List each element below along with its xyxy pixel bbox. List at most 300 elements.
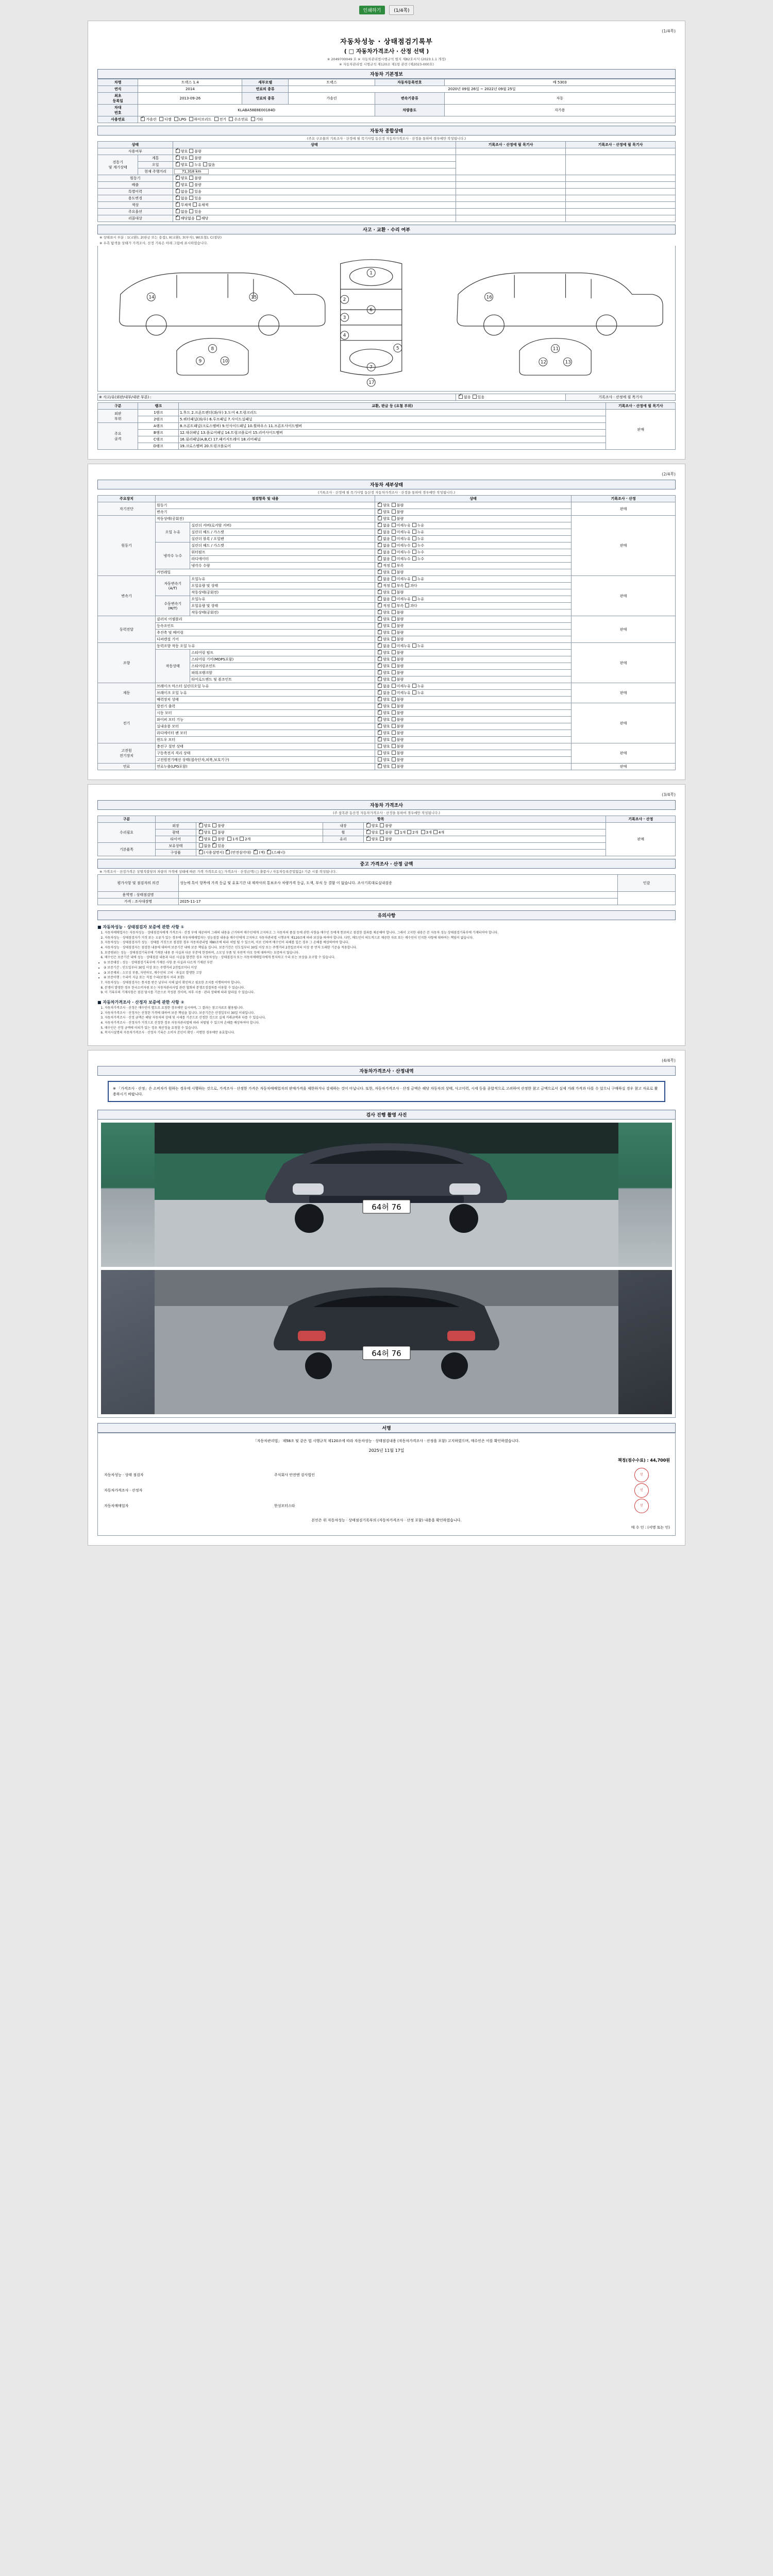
sign-footer-2: 매 수 인 : (서명 또는 인): [631, 1526, 670, 1530]
doc-subtitle: ( □ 자동차가격조사 · 산정 선택 ): [344, 48, 429, 55]
parts-group-0: 자기진단: [98, 502, 156, 516]
rank-txt-1: 1.후드 2.프론트펜더(좌/우) 3.도어 4.트렁크리드: [178, 410, 606, 416]
row-label-history: 특별이력: [98, 189, 173, 195]
sign-row-label-2: 용역명 : 상태점검명: [98, 892, 179, 899]
print-button[interactable]: 인쇄하기: [359, 6, 385, 14]
notice-item: 4. 자동차성능 · 상태점검자는 점검한 내용에 대하여 보증기간 내에 보증 책임을 집니다. 보증기간은 인도일부터 30일 이상 또는 주행거리 2천킬로미터 이상 중 먼저 도래한 기준을 적용합니다.: [105, 946, 676, 951]
parts-opts-1-1[interactable]: ✓ 없음 미세누유 누유: [375, 522, 572, 529]
notice-subitem: • ① 보증대상 : 성능 · 상태점검기록부에 기재된 사항 중 사실과 다르게 기재된 부분: [104, 961, 676, 965]
parts-group-4: 조향: [98, 643, 156, 683]
section-notice-title: 유의사항: [97, 910, 676, 920]
fee-value: 44,700원: [650, 1458, 670, 1463]
price-survey-note: ※ 「가격조사 · 산정」은 소비자가 원하는 경우에 시행하는 것으로, 가격조사 · 산정한 가격은 자동차매매업자의 판매가격을 제한하거나 강제하는 것이 아닙니다. 또한, 자동차가격조사 · 산정 금액은 해당 자동차의 상태, 사고이력, 시세 등을 종합적으로 고려하여 산정한 참고 금액으로서 실제 거래 가격과 다를 수 있으니 구매하실 경우 참고 자료로 활용하시기 바랍니다.: [108, 1081, 665, 1102]
row-note-hist-2: [565, 189, 675, 195]
opt-fuel-5[interactable]: 수소연료: [227, 117, 248, 122]
accident-rank-table: [97, 402, 676, 450]
svg-text:17: 17: [368, 380, 375, 386]
notice-list-2: [97, 1006, 676, 1036]
cell-first-reg: 2013-09-26: [138, 93, 242, 105]
blue-note-wrap: [97, 1076, 676, 1107]
parts-item-6-5: 윈도우 모터: [156, 737, 375, 743]
rank-lv-3: A랭크: [138, 423, 178, 430]
parts-opts-0-1[interactable]: ✓ 양호 불량: [375, 509, 572, 516]
sign-block: [97, 1433, 676, 1536]
price-item-2a: 타이어: [156, 836, 196, 843]
row-label-use: 사용여부: [98, 148, 173, 155]
cell-fuel-value: 가솔린: [288, 93, 375, 105]
sign-row-value-0: 성능에 특이 항목에 가격 등급 및 유효기간 내 제작사의 통보조사 차량가격 등급, 도색, 부식 등 결함 이 없습니다. 조사기록대로실내검증: [178, 875, 617, 892]
row-note-engine-1: [456, 155, 566, 175]
notice-heading-2: ■ 자동차가격조사 · 산정자 보증에 관한 사항 ②: [97, 999, 184, 1005]
parts-opts-7-0[interactable]: 양호 불량: [375, 743, 572, 750]
notice-item: 5. 매수인은 산정 금액에 이의가 있는 경우 재산정을 요청할 수 있습니다.: [105, 1026, 676, 1031]
notice-item: 6. 복지시설명의 자동차가격조사 · 산정자 기록은 소비자 본인이 확인 · 서명한 경우에만 유효합니다.: [105, 1031, 676, 1036]
notice-item: 9. 이 기록부의 기재사항은 점검 당시를 기준으로 작성된 것이며, 차후 사용 · 관리 상태에 따라 달라질 수 있습니다.: [105, 991, 676, 995]
parts-item-1-1: 실린더 커버(로커암 커버): [190, 522, 375, 529]
parts-item-0-1: 변속기: [156, 509, 375, 516]
parts-opts-4-1[interactable]: ✓ 양호 불량: [375, 650, 572, 656]
rank-lv-2: 2랭크: [138, 416, 178, 423]
rank-txt-3: 8.프론트패널(크로스멤버) 9.인사이드패널 10.휠하우스 11.프론트사이드멤버: [178, 423, 606, 430]
parts-item-2-5: 작동상태(공회전): [190, 609, 375, 616]
parts-opts-4-4[interactable]: ✓ 양호 불량: [375, 670, 572, 676]
sign-lines-table: [103, 1467, 670, 1514]
rank-sec-frame: 주요 골격: [98, 423, 138, 450]
parts-sub-mt: 수동변속기 (M/T): [156, 596, 190, 616]
row-note-color-1: [456, 202, 566, 209]
page-label-2: (2/4쪽): [662, 472, 676, 477]
sign-company-1: [273, 1483, 613, 1498]
parts-note-6: 판매: [572, 703, 676, 743]
parts-opts-4-5[interactable]: ✓ 양호 불량: [375, 676, 572, 683]
parts-opts-2-4[interactable]: ✓ 적정 부족 과다: [375, 603, 572, 609]
row-opts-usechange[interactable]: ✓ 없음 있음: [173, 195, 456, 202]
photo-page-title: 자동차가격조사 · 산정내역: [97, 1066, 676, 1076]
row-label-usechange: 용도변경: [98, 195, 173, 202]
parts-opts-1-3[interactable]: ✓ 없음 미세누유 누유: [375, 536, 572, 543]
parts-item-4-1: 스티어링 펌프: [190, 650, 375, 656]
notice-item: 3. 자동차가격조사 · 산정 금액은 해당 자동차의 상태 및 시세를 기준으로 산정한 것으로 실제 거래금액과 다를 수 있습니다.: [105, 1016, 676, 1021]
parts-item-1-8: 커먼레일: [156, 569, 375, 576]
price-opts-2b[interactable]: ✓ 양호 불량: [363, 836, 606, 843]
section-overall-note: (주요 구조물의 기록조사 · 산정에 필 목기사업 동산정 자동차가격조사 · 산정을 통하여 경우에만 작성됩니다.): [307, 137, 466, 141]
sign-company-2: 한성모터스타: [274, 1504, 295, 1509]
cell-trans-value: 자동: [444, 93, 675, 105]
notice-subitem: • ② 보증기간 : 인도일부터 30일 이상 또는 주행거리 2천킬로미터 이상: [104, 966, 676, 971]
svg-text:5: 5: [396, 346, 399, 351]
svg-text:8: 8: [211, 346, 214, 352]
rank-head-3: 기록조사 · 산정에 필 목기사: [606, 403, 676, 410]
price-item-1a: 광택: [156, 829, 196, 836]
price-head-0: 구분: [98, 816, 156, 823]
sign-stamp-slot: [617, 892, 675, 905]
sign-date: 2025년 11월 17일: [368, 1448, 405, 1453]
notice-item: 2. 자동차가격조사 · 산정자는 산정한 가격에 대하여 보증 책임을 집니다. 보증기간은 산정일부터 30일 이내입니다.: [105, 1011, 676, 1016]
price-opts-0a[interactable]: ✓ 양호 불량: [196, 823, 323, 829]
row-note-power-1: [456, 175, 566, 182]
row-label-recall: 리콜대상: [98, 215, 173, 222]
parts-item-2-2: 작동상태(공회전): [190, 589, 375, 596]
parts-head-2: 상태: [375, 496, 572, 502]
section-price-sign-title: 중고 가격조사 · 산정 금액: [97, 859, 676, 869]
price-sign-note: ※ 가격조사 · 산정가격은 상별적불당의 차량의 가격에 상태에 따른 가격 가격으로 (□ 가격조사 · 산정금액) □ 출품사 / 자동차등록증및없음) 기준 시불 작성됩니다.: [99, 870, 337, 874]
price-item-1b: 휠: [323, 829, 363, 836]
row-opts-exhaust[interactable]: ✓ 양호 불량: [173, 182, 456, 189]
parts-sub-coolant: 냉각수 누수: [156, 543, 190, 569]
notice-item: 1. 자동차매매업자는 자동차성능 · 상태점검자에게 가격조사 · 산정 부에 제공하여 그래의 내용을 근거하여 매수인에게 고지하고 그 자동차의 품질 등에 관한 사항을 매수인 등에게 통보하고 점검한 결과를 제공해야 합니다. 그래서 고지한 내용은 본 자동차 성능 상태점검기록부에 기재되어야 합니다.: [105, 931, 676, 936]
svg-text:14: 14: [148, 295, 155, 300]
parts-group-3: 동력전달: [98, 616, 156, 643]
row-label-engine-sys: 계통: [138, 155, 173, 162]
parts-note-4: 판매: [572, 643, 676, 683]
parts-item-3-2: 추진축 및 베어링: [156, 630, 375, 636]
accident-answer-table: [97, 394, 676, 401]
row-note-engine-2: [565, 155, 675, 175]
notice-item: 5. 보증범위는 성능 · 상태점검기록부에 기재된 내용 중 사실과 다른 부분에 한정하며, 소모성 부품 및 자연적 마모 등에 대하여는 보증하지 않습니다.: [105, 951, 676, 956]
price-row-label-basic: 기본품목: [98, 843, 156, 856]
notice-item: 2. 자동차성능 · 상태점검자가 거짓 또는 오류가 있는 경우에 자동차매매업자는 성능점검 내용을 매수인에게 고지하고 자동차관리법 시행규칙 제120조에 따라 보상을 하여야 합니다. 다만, 매도인이 의도적으로 제공한 자료 또는 매수인이 인지한 사항에 대하여는 책임이 없습니다.: [105, 936, 676, 941]
parts-note-8: 판매: [572, 764, 676, 770]
accident-answer[interactable]: ✓ 없음 있음: [456, 394, 566, 401]
parts-opts-1-8[interactable]: ✓ 양호 불량: [375, 569, 572, 576]
parts-item-1-5: 워터펌프: [190, 549, 375, 556]
fee-line: 책정(점수수료) : 44,700원: [617, 1458, 670, 1463]
parts-opts-1-7[interactable]: ✓ 적정 부족: [375, 563, 572, 569]
rank-txt-6: 19.크로스멤버 20.트렁크플로어: [178, 443, 606, 450]
fee-label: 책정(점수수료): [617, 1458, 646, 1463]
parts-note-7: 판매: [572, 743, 676, 764]
parts-item-1-2: 실린더 헤드 / 가스켓: [190, 529, 375, 536]
doc-law-note-2: ※ 자동차관리법 시행규칙 제120조 제1항 관련 (제2023-000호): [339, 62, 434, 66]
stamp-icon: 인: [634, 1499, 649, 1513]
parts-item-5-1: 브레이크 오일 누유: [156, 690, 375, 697]
parts-opts-1-6[interactable]: ✓ 없음 미세누수 누수: [375, 556, 572, 563]
rank-lv-6: D랭크: [138, 443, 178, 450]
parts-head-0: 주요장치: [98, 496, 156, 502]
cell-trans-label: 변속기종류: [375, 93, 445, 105]
row-opts-power[interactable]: ✓ 양호 불량: [173, 175, 456, 182]
rear-plate-text: 64허 76: [372, 1349, 401, 1359]
parts-item-5-2: 배력장치 상태: [156, 697, 375, 703]
parts-item-4-5: 타이로드엔드 및 볼조인트: [190, 676, 375, 683]
parts-opts-3-1[interactable]: ✓ 양호 불량: [375, 623, 572, 630]
page-label-3: (3/4쪽): [662, 792, 676, 797]
front-plate-text: 64허 76: [372, 1202, 401, 1212]
parts-item-4-2: 스티어링 기어(MDPS포함): [190, 656, 375, 663]
parts-item-4-4: 파워크랭크암: [190, 670, 375, 676]
section-overall-title: 자동차 종합상태: [97, 126, 676, 135]
parts-note-1: 판매: [572, 516, 676, 576]
notice-item: 4. 자동차가격조사 · 산정자가 거짓으로 산정한 경우 자동차관리법에 따라 처벌될 수 있으며 손해를 배상하여야 합니다.: [105, 1021, 676, 1026]
svg-text:11: 11: [552, 346, 559, 352]
parts-opts-6-2[interactable]: ✓ 양호 불량: [375, 717, 572, 723]
notice-item: 6. 매수인은 보증기간 내에 성능 · 상태점검 내용과 다른 사실을 발견한 경우 자동차성능 · 상태점검자 또는 자동차매매업자에게 통지하고 수리 또는 보상을 요구할 수 있습니다.: [105, 956, 676, 960]
parts-note-3: 판매: [572, 616, 676, 643]
cell-vin: KLABA58E8E00184D: [138, 105, 375, 116]
notice-heading-1: ■ 자동차성능 · 상태점검자 보증에 관한 사항 ①: [97, 925, 184, 929]
toolbar: [0, 0, 773, 16]
cell-plate: 배 5303: [444, 79, 675, 86]
row-label-power: 원동기: [98, 175, 173, 182]
parts-opts-4-0[interactable]: ✓ 없음 미세누유 누유: [375, 643, 572, 650]
overall-head-3: 기록조사 · 산정에 필 목기사: [565, 142, 675, 148]
rank-sec-outer: 외판 부위: [98, 410, 138, 423]
parts-opts-0-0[interactable]: ✓ 양호 불량: [375, 502, 572, 509]
price-opts-1b[interactable]: ✓ 양호 불량 1개 2개 3개 4개: [363, 829, 606, 836]
parts-group-1: 원동기: [98, 516, 156, 576]
page-indicator: (1/4쪽): [389, 5, 414, 15]
car-diagram-svg: [100, 248, 673, 387]
front-photo-svg: [101, 1123, 672, 1267]
opt-fuel-0[interactable]: ✓ 가솔린: [139, 117, 156, 122]
rank-txt-2: 5.쿼터패널(좌/우) 6.루프패널 7.사이드실패널: [178, 416, 606, 423]
row-value-mileage[interactable]: 71,318 km: [173, 168, 456, 175]
price-opts-0b[interactable]: ✓ 양호 불량: [363, 823, 606, 829]
svg-text:10: 10: [222, 359, 228, 364]
cell-inspect-period: 2020년 09월 26일 ~ 2022년 09월 25일: [288, 86, 675, 93]
parts-opts-2-2[interactable]: ✓ 양호 불량: [375, 589, 572, 596]
rank-note: 판매: [606, 410, 676, 450]
parts-item-0-0: 원동기: [156, 502, 375, 509]
parts-opts-1-2[interactable]: ✓ 없음 미세누유 누유: [375, 529, 572, 536]
svg-text:16: 16: [486, 295, 492, 300]
svg-text:15: 15: [250, 295, 257, 300]
section-basic-title: 자동차 기본정보: [97, 69, 676, 79]
row-label-mileage: 현재 주행거리: [138, 168, 173, 175]
cell-inspect-label: 연료의 종류: [242, 86, 289, 93]
price-opts-1a[interactable]: ✓ 양호 불량: [196, 829, 323, 836]
price-sign-table: [97, 874, 676, 905]
parts-opts-5-0[interactable]: ✓ 없음 미세누유 누유: [375, 683, 572, 690]
parts-item-2-3: 오일누유: [190, 596, 375, 603]
opt-fuel-4[interactable]: 전기: [213, 117, 227, 122]
cell-plate-label: 자동차등록번호: [375, 79, 445, 86]
cell-caruse-label: 차량용도: [375, 105, 445, 116]
parts-note-2: 판매: [572, 576, 676, 616]
row-opts-use[interactable]: ✓ 양호 불량: [173, 148, 456, 155]
parts-opts-6-4[interactable]: ✓ 양호 불량: [375, 730, 572, 737]
svg-text:4: 4: [343, 333, 346, 338]
row-note-use-1: [456, 148, 566, 155]
price-row-label-repair: 수리필요: [98, 823, 156, 843]
photo-container: [97, 1120, 676, 1418]
rank-head-rank: 랭크: [138, 403, 178, 410]
parts-item-3-0: 클러치 어셈블리: [156, 616, 375, 623]
notice-item: 8. 분쟁이 발생한 경우 한국소비자원 또는 자동차관리사업 관련 협회의 분쟁조정절차를 이용할 수 있습니다.: [105, 986, 676, 991]
notice-list-1: [97, 931, 676, 960]
parts-opts-1-0[interactable]: ✓ 양호 불량: [375, 516, 572, 522]
row-note-uc-1: [456, 195, 566, 202]
cell-caruse-value: 자가용: [444, 105, 675, 116]
price-head-2: 기록조사 · 산정: [606, 816, 676, 823]
row-opts-option[interactable]: ✓ 없음 있음: [173, 209, 456, 215]
parts-opts-7-2[interactable]: 양호 불량: [375, 757, 572, 764]
parts-item-6-0: 발전기 출력: [156, 703, 375, 710]
rank-lv-5: C랭크: [138, 436, 178, 443]
opt-fuel-1[interactable]: 디젤: [158, 117, 172, 122]
notice-item: 3. 자동차성능 · 상태점검자가 성능 · 상태를 거짓으로 점검한 경우 자동차관리법 제80조에 따라 처벌 될 수 있으며, 이로 인하여 매수인이 피해를 입은 경우 그 손해를 배상하여야 합니다.: [105, 941, 676, 945]
row-label-option: 주요옵션: [98, 209, 173, 215]
section-price-title: 자동차 가격조사: [97, 800, 676, 810]
row-note-uc-2: [565, 195, 675, 202]
row-opts-history[interactable]: ✓ 없음 있음: [173, 189, 456, 195]
parts-opts-5-1[interactable]: ✓ 없음 미세누유 누유: [375, 690, 572, 697]
parts-group-2: 변속기: [98, 576, 156, 616]
parts-opts-2-3[interactable]: ✓ 없음 미세누유 누유: [375, 596, 572, 603]
parts-opts-1-5[interactable]: ✓ 없음 미세누수 누수: [375, 549, 572, 556]
opt-fuel-3[interactable]: 하이브리드: [188, 117, 212, 122]
accident-note-2: ※ 우측 탐색을 상태가 가격조사, 산정 기록은 아래 그림에 표시하였습니다.: [99, 241, 208, 245]
sign-row-value-3: 2025-11-17: [178, 899, 617, 905]
fuel-options-row: [138, 116, 676, 123]
parts-table: [97, 495, 676, 770]
page-1: [88, 21, 685, 460]
parts-opts-1-4[interactable]: ✓ 없음 미세누수 누수: [375, 543, 572, 549]
parts-opts-3-3[interactable]: ✓ 양호 불량: [375, 636, 572, 643]
rank-txt-5: 16.필러패널(A,B,C) 17.패키지트레이 18.리어패널: [178, 436, 606, 443]
parts-opts-3-2[interactable]: ✓ 양호 불량: [375, 630, 572, 636]
parts-item-6-2: 와이퍼 모터 기능: [156, 717, 375, 723]
stamp-icon: 인: [634, 1483, 649, 1498]
price-opts-2a[interactable]: ✓ 양호 불량 1개 2개: [196, 836, 323, 843]
parts-item-8-0: 연료누출(LPG포함): [156, 764, 375, 770]
basic-info-table: 차명 트랙스 1.4 세부모델 트랙스 자동차등록번호 배 5303 연식 2014 연료의 종류 2020년 09월 26일 ~ 2022년 09월 25일 최초 등록일 2013-09-26 연료의 종류 가솔린 변속기종류 자동 차대 번호 KLABA58E8E00184D 차량용도 자가용 사용연료 ✓ 가솔린 디젤 LPG 하이브리드 전기 수소연료 기타: [97, 79, 676, 123]
price-note: 판매: [606, 823, 676, 856]
parts-item-6-3: 실내송풍 모터: [156, 723, 375, 730]
doc-law-note-1: ※ 2049700049 호 ※ 자동차관리법시행규칙 별지 제82호서식 (2023.1.1 개정): [327, 57, 446, 61]
parts-group-6: 전기: [98, 703, 156, 743]
doc-title: 자동차성능 · 상태점검기록부: [340, 38, 433, 46]
overall-table: [97, 141, 676, 222]
parts-head-1: 점검항목 및 내용: [156, 496, 375, 502]
parts-item-2-1: 오일유량 및 상태: [190, 583, 375, 589]
row-opts-engine-sys[interactable]: ✓ 양호 불량: [173, 155, 456, 162]
section-parts-note: (기록조사 · 산정에 필 목기사업 동산정 자동차가격조사 · 산정을 통하여 경우에만 작성됩니다.): [317, 490, 456, 495]
price-item-4a: 구성품: [156, 850, 196, 856]
notice-list-1b: [97, 981, 676, 995]
notice-block: [97, 924, 676, 1036]
parts-group-5: 제동: [98, 683, 156, 703]
section-price-note: (주 참목관 동산정 자동차가격조사 · 산정을 통하여 경우에만 작성됩니다.): [333, 811, 440, 815]
svg-text:1: 1: [369, 270, 373, 276]
parts-opts-5-2[interactable]: ✓ 양호 불량: [375, 697, 572, 703]
sign-role-2: 자동차매매업자: [104, 1504, 129, 1509]
sign-row-label-3: 가격 : 조사대장명: [98, 899, 179, 905]
sign-role-1: 자동차가격조사 · 산정자: [104, 1488, 143, 1493]
overall-head-2: 기록조사 · 산정에 필 목기사: [456, 142, 566, 148]
parts-opts-2-1[interactable]: ✓ 적정 부족 과다: [375, 583, 572, 589]
vehicle-front-photo: [101, 1123, 672, 1267]
parts-item-2-4: 오일유량 및 상태: [190, 603, 375, 609]
page-4: [88, 1050, 685, 1546]
page-label-1: (1/4쪽): [662, 29, 676, 33]
row-note-rc-1: [456, 215, 566, 222]
svg-text:2: 2: [343, 297, 346, 303]
row-note-color-2: [565, 202, 675, 209]
notice-sublist: [97, 961, 676, 980]
car-diagram: [97, 246, 676, 392]
sign-company-0: 주식회사 안전엔 검사법인: [274, 1473, 315, 1478]
opt-fuel-2[interactable]: LPG: [173, 117, 187, 122]
parts-group-8: 연료: [98, 764, 156, 770]
row-note-opt-2: [565, 209, 675, 215]
svg-text:13: 13: [565, 360, 571, 365]
parts-group-7: 고전원 전기장치: [98, 743, 156, 764]
sign-row-value-2: [178, 892, 617, 899]
parts-item-1-6: 라디에이터: [190, 556, 375, 563]
sign-footer: 본인은 위 자동차성능 · 상태점검기록부의 (자동차가격조사 · 산정 포함) 내용을 확인하였습니다.: [311, 1518, 462, 1523]
parts-opts-6-0[interactable]: ✓ 양호 불량: [375, 703, 572, 710]
cell-fuel-label-2: 사용연료: [98, 116, 138, 123]
row-note-rc-2: [565, 215, 675, 222]
parts-opts-2-0[interactable]: ✓ 없음 미세누유 누유: [375, 576, 572, 583]
opt-fuel-6[interactable]: 기타: [249, 117, 263, 122]
cell-sub-model-label: 세부모델: [242, 79, 289, 86]
row-label-exhaust: 배출: [98, 182, 173, 189]
parts-opts-4-3[interactable]: ✓ 양호 불량: [375, 663, 572, 670]
row-note-hist-1: [456, 189, 566, 195]
notice-subitem: • ④ 보증이행 : 수리비 지급 또는 직접 수리(보험사 처리 포함): [104, 976, 676, 980]
overall-head-1: 상태: [173, 142, 456, 148]
parts-opts-2-5[interactable]: ✓ 양호 불량: [375, 609, 572, 616]
parts-item-4-3: 스티어링조인트: [190, 663, 375, 670]
price-head-1: 항목: [156, 816, 606, 823]
section-accident-title: 사고 · 교환 · 수리 여부: [97, 225, 676, 234]
row-opts-color[interactable]: ✓ 무채색 유채색: [173, 202, 456, 209]
parts-item-7-1: 구동축전지 격리 상태: [156, 750, 375, 757]
row-opts-oil[interactable]: ✓ 양호 누유 없음: [173, 162, 456, 168]
cell-car-name: 트랙스 1.4: [138, 79, 242, 86]
parts-sub-steer: 작동상태: [156, 650, 190, 683]
accident-answer-note-label: 기록조사 · 산정에 필 목기사: [566, 394, 676, 401]
sign-role-0: 자동차성능 · 상태 점검자: [104, 1473, 144, 1478]
price-item-0a: 외장: [156, 823, 196, 829]
parts-opts-4-2[interactable]: ✓ 양호 불량: [375, 656, 572, 663]
rank-head-0: 구분: [98, 403, 138, 410]
price-opts-3a[interactable]: 없음 ✓ 있음: [196, 843, 606, 850]
parts-item-1-3: 실린더 블록 / 오일팬: [190, 536, 375, 543]
row-label-oil: 오일: [138, 162, 173, 168]
parts-opts-8-0[interactable]: ✓ 양호 불량: [375, 764, 572, 770]
vehicle-rear-photo: [101, 1270, 672, 1414]
svg-text:3: 3: [343, 315, 346, 320]
svg-text:7: 7: [369, 365, 373, 370]
stamp-icon: 인: [634, 1468, 649, 1482]
parts-opts-6-1[interactable]: ✓ 양호 불량: [375, 710, 572, 717]
parts-item-2-0: 오일누유: [190, 576, 375, 583]
row-opts-recall[interactable]: ✓ 해당없음 해당: [173, 215, 456, 222]
parts-note-0: 판매: [572, 502, 676, 516]
parts-opts-6-3[interactable]: ✓ 양호 불량: [375, 723, 572, 730]
parts-opts-6-5[interactable]: ✓ 양호 불량: [375, 737, 572, 743]
parts-opts-3-0[interactable]: ✓ 양호 불량: [375, 616, 572, 623]
section-sign-title: 서명: [97, 1423, 676, 1433]
row-note-power-2: [565, 175, 675, 182]
parts-item-1-0: 작동상태(공회전): [156, 516, 375, 522]
page-label-4: (4/4쪽): [662, 1058, 676, 1063]
parts-opts-7-1[interactable]: 양호 불량: [375, 750, 572, 757]
parts-sub-oil: 오일 누유: [156, 522, 190, 543]
price-opts-4a[interactable]: ✓ (시용설명서) ✓ (안전삼각대) ✓ (잭) ✓ (스패너): [196, 850, 606, 856]
accident-question: ※ 사고/유(외판/내부/내판 부분) :: [98, 394, 456, 401]
parts-note-5: 판매: [572, 683, 676, 703]
row-note-use-2: [565, 148, 675, 155]
parts-item-6-4: 라디에이터 팬 모터: [156, 730, 375, 737]
accident-note-1: ※ 상태표시 부분 : 1(교환), 2(판금 또는 용접), X(교환), 3(부식), W(요철), C(절단): [99, 235, 222, 240]
parts-item-1-7: 냉각수 수량: [190, 563, 375, 569]
parts-item-5-0: 브레이크 마스터 실린더오일 누유: [156, 683, 375, 690]
row-label-engine-group: 전동기 및 계기상태: [98, 155, 138, 175]
